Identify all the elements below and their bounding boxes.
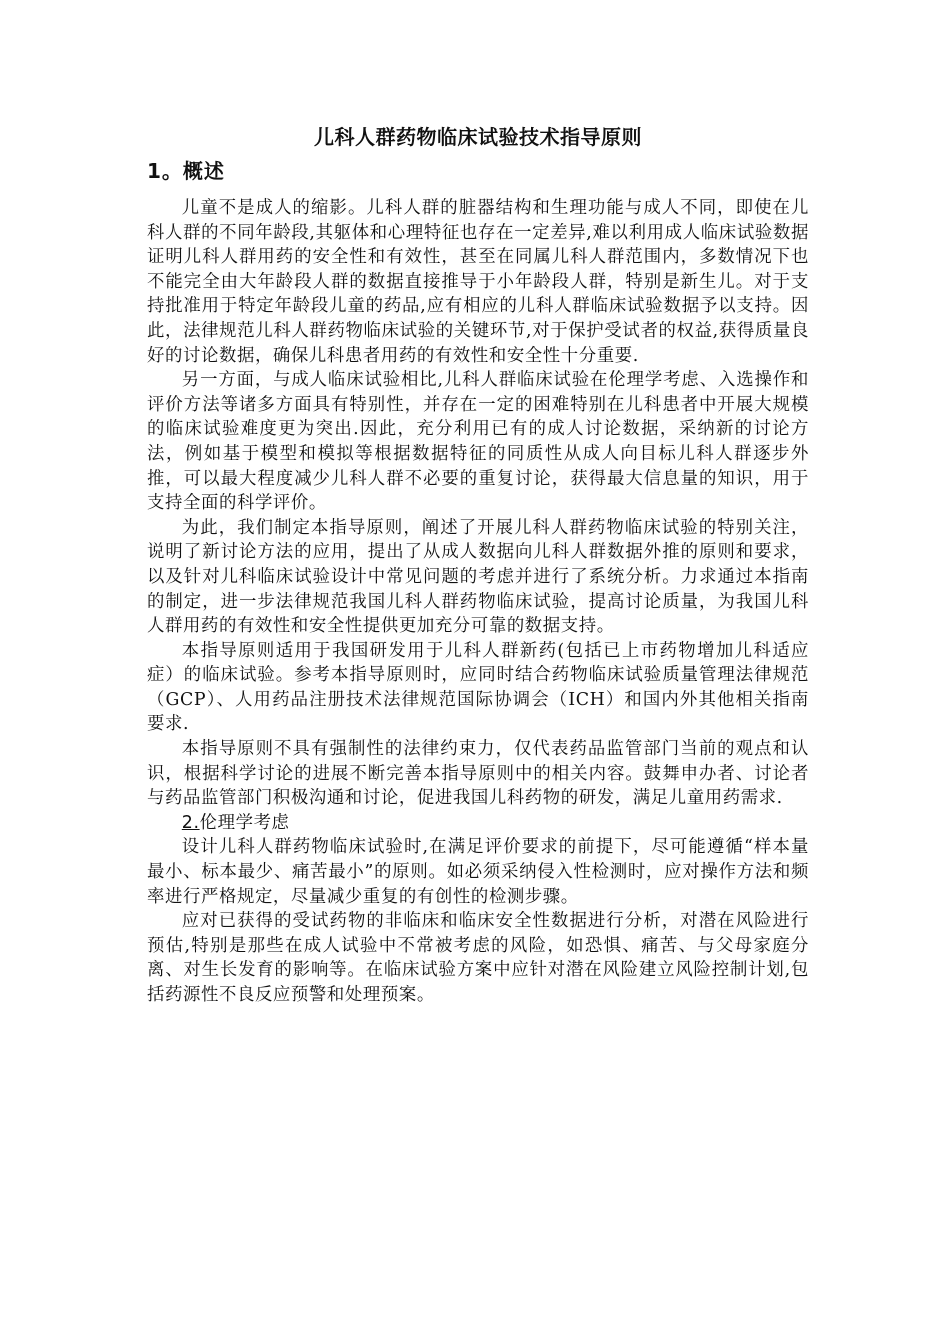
section-2-title: 伦理学考虑 <box>199 812 290 833</box>
paragraph: 另一方面，与成人临床试验相比,儿科人群临床试验在伦理学考虑、入选操作和评价方法等诸多方面具有特别性，并存在一定的困难特别在儿科患者中开展大规模的临床试验难度更为突出.因此，充分利用已有的成人讨论数据，采纳新的讨论方法，例如基于模型和模拟等根据数据特征的同质性从成人向目标儿科人群逐步外推，可以最大程度减少儿科人群不必要的重复讨论，获得最大信息量的知识，用于支持全面的科学评价。 <box>147 370 809 514</box>
paragraph: 为此，我们制定本指导原则，阐述了开展儿科人群药物临床试验的特别关注，说明了新讨论方法的应用，提出了从成人数据向儿科人群数据外推的原则和要求，以及针对儿科临床试验设计中常见问题的考虑并进行了系统分析。力求通过本指南的制定，进一步法律规范我国儿科人群药物临床试验，提高讨论质量，为我国儿科人群用药的有效性和安全性提供更加充分可靠的数据支持。 <box>147 517 809 637</box>
paragraph: 应对已获得的受试药物的非临床和临床安全性数据进行分析，对潜在风险进行预估,特别是那些在成人试验中不常被考虑的风险，如恐惧、痛苦、与父母家庭分离、对生长发育的影响等。在临床试验方案中应针对潜在风险建立风险控制计划,包括药源性不良反应预警和处理预案。 <box>147 911 809 1005</box>
section-1-heading: 1。概述 <box>147 159 225 183</box>
section-2-number: 2. <box>181 812 200 833</box>
document-title: 儿科人群药物临床试验技术指导原则 <box>314 125 642 149</box>
paragraph: 设计儿科人群药物临床试验时,在满足评价要求的前提下，尽可能遵循“样本量最小、标本最少、痛苦最小”的原则。如必须采纳侵入性检测时，应对操作方法和频率进行严格规定，尽量减少重复的有创性的检测步骤。 <box>147 837 809 907</box>
paragraph: 本指导原则适用于我国研发用于儿科人群新药(包括已上市药物增加儿科适应症）的临床试验。参考本指导原则时，应同时结合药物临床试验质量管理法律规范（GCP）、人用药品注册技术法律规范国际协调会（ICH）和国内外其他相关指南要求. <box>147 640 809 735</box>
paragraph: 儿童不是成人的缩影。儿科人群的脏器结构和生理功能与成人不同，即使在儿科人群的不同年龄段,其躯体和心理特征也存在一定差异,难以利用成人临床试验数据证明儿科人群用药的安全性和有效性，甚至在同属儿科人群范围内，多数情况下也不能完全由大年龄段人群的数据直接推导于小年龄段人群，特别是新生儿。对于支持批准用于特定年龄段儿童的药品,应有相应的儿科人群临床试验数据予以支持。因此，法律规范儿科人群药物临床试验的关键环节,对于保护受试者的权益,获得质量良好的讨论数据，确保儿科患者用药的有效性和安全性十分重要. <box>147 198 809 366</box>
document-page <box>147 118 809 1008</box>
paragraph: 本指导原则不具有强制性的法律约束力，仅代表药品监管部门当前的观点和认识，根据科学讨论的进展不断完善本指导原则中的相关内容。鼓舞申办者、讨论者与药品监管部门积极沟通和讨论，促进我国儿科药物的研发，满足儿童用药需求. <box>147 739 809 809</box>
section-2-heading <box>147 811 809 836</box>
